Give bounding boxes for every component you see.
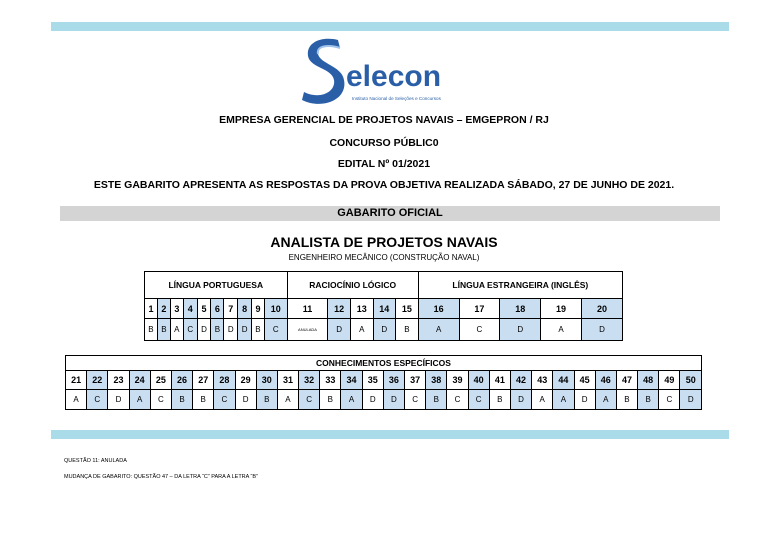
logo-tagline: Instituto Nacional de Seleções e Concursos (352, 96, 441, 101)
answer-cell: B (193, 390, 214, 410)
answer-cell: C (459, 319, 500, 341)
answer-cell: C (468, 390, 489, 410)
answer-cell: C (214, 390, 235, 410)
question-number: 8 (238, 299, 252, 319)
question-number: 44 (553, 371, 574, 390)
question-number: 49 (659, 371, 680, 390)
top-bar (51, 22, 729, 31)
question-number: 35 (362, 371, 383, 390)
answer-cell: A (66, 390, 87, 410)
question-number: 45 (574, 371, 595, 390)
question-number: 5 (197, 299, 211, 319)
question-number: 13 (350, 299, 373, 319)
role-title: ANALISTA DE PROJETOS NAVAIS (270, 234, 498, 250)
answer-cell: D (235, 390, 256, 410)
question-number: 41 (489, 371, 510, 390)
answer-cell: D (680, 390, 702, 410)
answer-cell: C (299, 390, 320, 410)
answer-cell: C (150, 390, 171, 410)
answer-cell: D (500, 319, 541, 341)
answer-cell: A (277, 390, 298, 410)
question-number: 39 (447, 371, 468, 390)
answer-cell: C (405, 390, 426, 410)
question-number: 19 (541, 299, 582, 319)
bottom-bar (51, 430, 729, 439)
answer-cell: C (659, 390, 680, 410)
answer-cell: B (252, 319, 265, 341)
answer-cell: B (256, 390, 277, 410)
question-number: 14 (373, 299, 396, 319)
answer-cell: D (328, 319, 351, 341)
answer-cell: D (510, 390, 531, 410)
header-conhecimentos-especificos: CONHECIMENTOS ESPECÍFICOS (66, 356, 702, 371)
header-edital: EDITAL Nº 01/2021 (337, 158, 431, 170)
question-number: 2 (157, 299, 170, 319)
question-number: 31 (277, 371, 298, 390)
logo-text: elecon (346, 60, 442, 93)
question-number: 9 (252, 299, 265, 319)
question-number: 6 (211, 299, 224, 319)
answer-cell: C (264, 319, 287, 341)
question-number: 21 (66, 371, 87, 390)
question-number: 32 (299, 371, 320, 390)
answer-cell: A (341, 390, 362, 410)
note-mudanca-gabarito: MUDANÇA DE GABARITO: QUESTÃO 47 – DA LETRA “C” PARA A LETRA “B” (64, 474, 258, 480)
question-number: 36 (383, 371, 404, 390)
header-raciocinio-logico: RACIOCÍNIO LÓGICO (287, 272, 418, 299)
header-contest: CONCURSO PÚBLIC0 (329, 137, 439, 149)
answer-cell: B (157, 319, 170, 341)
question-number: 3 (170, 299, 183, 319)
question-number: 26 (171, 371, 192, 390)
answer-cell: B (638, 390, 659, 410)
header-lingua-estrangeira: LÍNGUA ESTRANGEIRA (INGLÊS) (418, 272, 622, 299)
answer-cell: B (396, 319, 419, 341)
answer-cell: A (350, 319, 373, 341)
question-number: 17 (459, 299, 500, 319)
header-description: ESTE GABARITO APRESENTA AS RESPOSTAS DA PROVA OBJETIVA REALIZADA SÁBADO, 27 DE JUNHO DE 2021. (93, 179, 675, 191)
answer-cell: A (129, 390, 150, 410)
answer-cell: D (373, 319, 396, 341)
answer-cell: D (362, 390, 383, 410)
question-number: 25 (150, 371, 171, 390)
question-number: 10 (264, 299, 287, 319)
gabarito-oficial-bar: GABARITO OFICIAL (60, 206, 720, 221)
question-number: 28 (214, 371, 235, 390)
answer-table-especificos (65, 355, 702, 410)
answer-cell: B (426, 390, 447, 410)
question-number: 34 (341, 371, 362, 390)
answer-cell: D (238, 319, 252, 341)
answer-cell: D (224, 319, 238, 341)
question-number: 22 (87, 371, 108, 390)
answer-cell: B (145, 319, 158, 341)
question-number: 7 (224, 299, 238, 319)
question-number: 11 (287, 299, 328, 319)
question-number: 16 (418, 299, 459, 319)
answer-cell: A (418, 319, 459, 341)
question-number: 48 (638, 371, 659, 390)
question-number: 40 (468, 371, 489, 390)
answer-cell: B (320, 390, 341, 410)
answer-cell: D (574, 390, 595, 410)
question-number: 37 (405, 371, 426, 390)
answer-cell: D (581, 319, 622, 341)
question-number: 42 (510, 371, 531, 390)
question-number: 4 (183, 299, 197, 319)
question-number: 18 (500, 299, 541, 319)
question-number: 38 (426, 371, 447, 390)
answer-table-general (144, 271, 623, 341)
answer-cell: C (183, 319, 197, 341)
answer-cell: A (553, 390, 574, 410)
answer-cell: C (447, 390, 468, 410)
question-number: 33 (320, 371, 341, 390)
question-number: 43 (532, 371, 553, 390)
answer-cell: A (541, 319, 582, 341)
header-company: EMPRESA GERENCIAL DE PROJETOS NAVAIS – EMGEPRON / RJ (219, 114, 549, 126)
answer-cell: A (532, 390, 553, 410)
answer-cell: B (489, 390, 510, 410)
answer-cell: C (87, 390, 108, 410)
note-anulada: QUESTÃO 11: ANULADA (64, 458, 127, 464)
answer-cell: ANULADA (287, 319, 328, 341)
question-number: 47 (616, 371, 637, 390)
answer-cell: D (383, 390, 404, 410)
answer-cell: D (197, 319, 211, 341)
answer-cell: B (616, 390, 637, 410)
question-number: 27 (193, 371, 214, 390)
header-lingua-portuguesa: LÍNGUA PORTUGUESA (145, 272, 288, 299)
question-number: 50 (680, 371, 702, 390)
question-number: 29 (235, 371, 256, 390)
question-number: 20 (581, 299, 622, 319)
answer-cell: B (171, 390, 192, 410)
role-subtitle: ENGENHEIRO MECÂNICO (CONSTRUÇÃO NAVAL) (288, 253, 480, 262)
selecon-logo (300, 34, 460, 106)
question-number: 23 (108, 371, 129, 390)
question-number: 15 (396, 299, 419, 319)
question-number: 46 (595, 371, 616, 390)
question-number: 12 (328, 299, 351, 319)
question-number: 1 (145, 299, 158, 319)
answer-cell: D (108, 390, 129, 410)
answer-cell: B (211, 319, 224, 341)
question-number: 24 (129, 371, 150, 390)
answer-cell: A (595, 390, 616, 410)
question-number: 30 (256, 371, 277, 390)
answer-cell: A (170, 319, 183, 341)
